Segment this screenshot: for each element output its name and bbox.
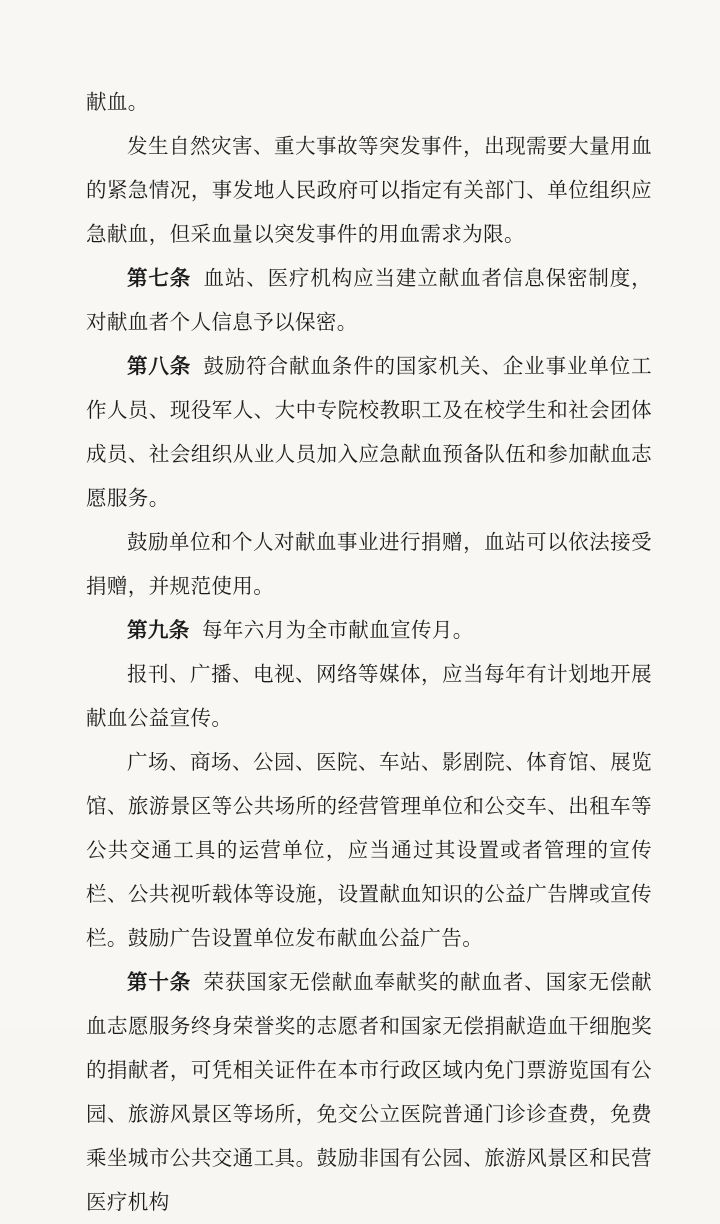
article-heading: 第八条 [127,354,192,378]
paragraph [86,740,652,960]
paragraph-text: 发生自然灾害、重大事故等突发事件，出现需要大量用血的紧急情况，事发地人民政府可以指定有关部门、单位组织应急献血，但采血量以突发事件的用血需求为限。 [86,134,652,246]
paragraph-text: 血站、医疗机构应当建立献血者信息保密制度，对献血者个人信息予以保密。 [86,266,652,334]
paragraph-text: 献血。 [86,90,149,114]
paragraph-continuation [86,80,652,124]
article-paragraph [86,256,652,344]
paragraph [86,520,652,608]
paragraph-text: 每年六月为全市献血宣传月。 [202,618,474,642]
paragraph-text: 报刊、广播、电视、网络等媒体，应当每年有计划地开展献血公益宣传。 [86,662,652,730]
article-heading: 第七条 [127,266,192,290]
paragraph-text: 鼓励符合献血条件的国家机关、企业事业单位工作人员、现役军人、大中专院校教职工及在校学生和社会团体成员、社会组织从业人员加入应急献血预备队伍和参加献血志愿服务。 [86,354,652,510]
article-paragraph [86,344,652,520]
paragraph-text: 鼓励单位和个人对献血事业进行捐赠，血站可以依法接受捐赠，并规范使用。 [86,530,652,598]
document-body [86,80,652,1224]
article-paragraph [86,960,652,1224]
paragraph-text: 荣获国家无偿献血奉献奖的献血者、国家无偿献血志愿服务终身荣誉奖的志愿者和国家无偿捐献造血干细胞奖的捐献者，可凭相关证件在本市行政区域内免门票游览国有公园、旅游风景区等场所，免交公立医院普通门诊诊查费，免费乘坐城市公共交通工具。鼓励非国有公园、旅游风景区和民营医疗机构 [86,970,652,1214]
paragraph [86,124,652,256]
article-heading: 第九条 [127,618,190,642]
paragraph-text: 广场、商场、公园、医院、车站、影剧院、体育馆、展览馆、旅游景区等公共场所的经营管理单位和公交车、出租车等公共交通工具的运营单位，应当通过其设置或者管理的宣传栏、公共视听载体等设施，设置献血知识的公益广告牌或宣传栏。鼓励广告设置单位发布献血公益广告。 [86,750,652,950]
paragraph [86,652,652,740]
article-heading: 第十条 [127,970,192,994]
article-paragraph [86,608,652,652]
